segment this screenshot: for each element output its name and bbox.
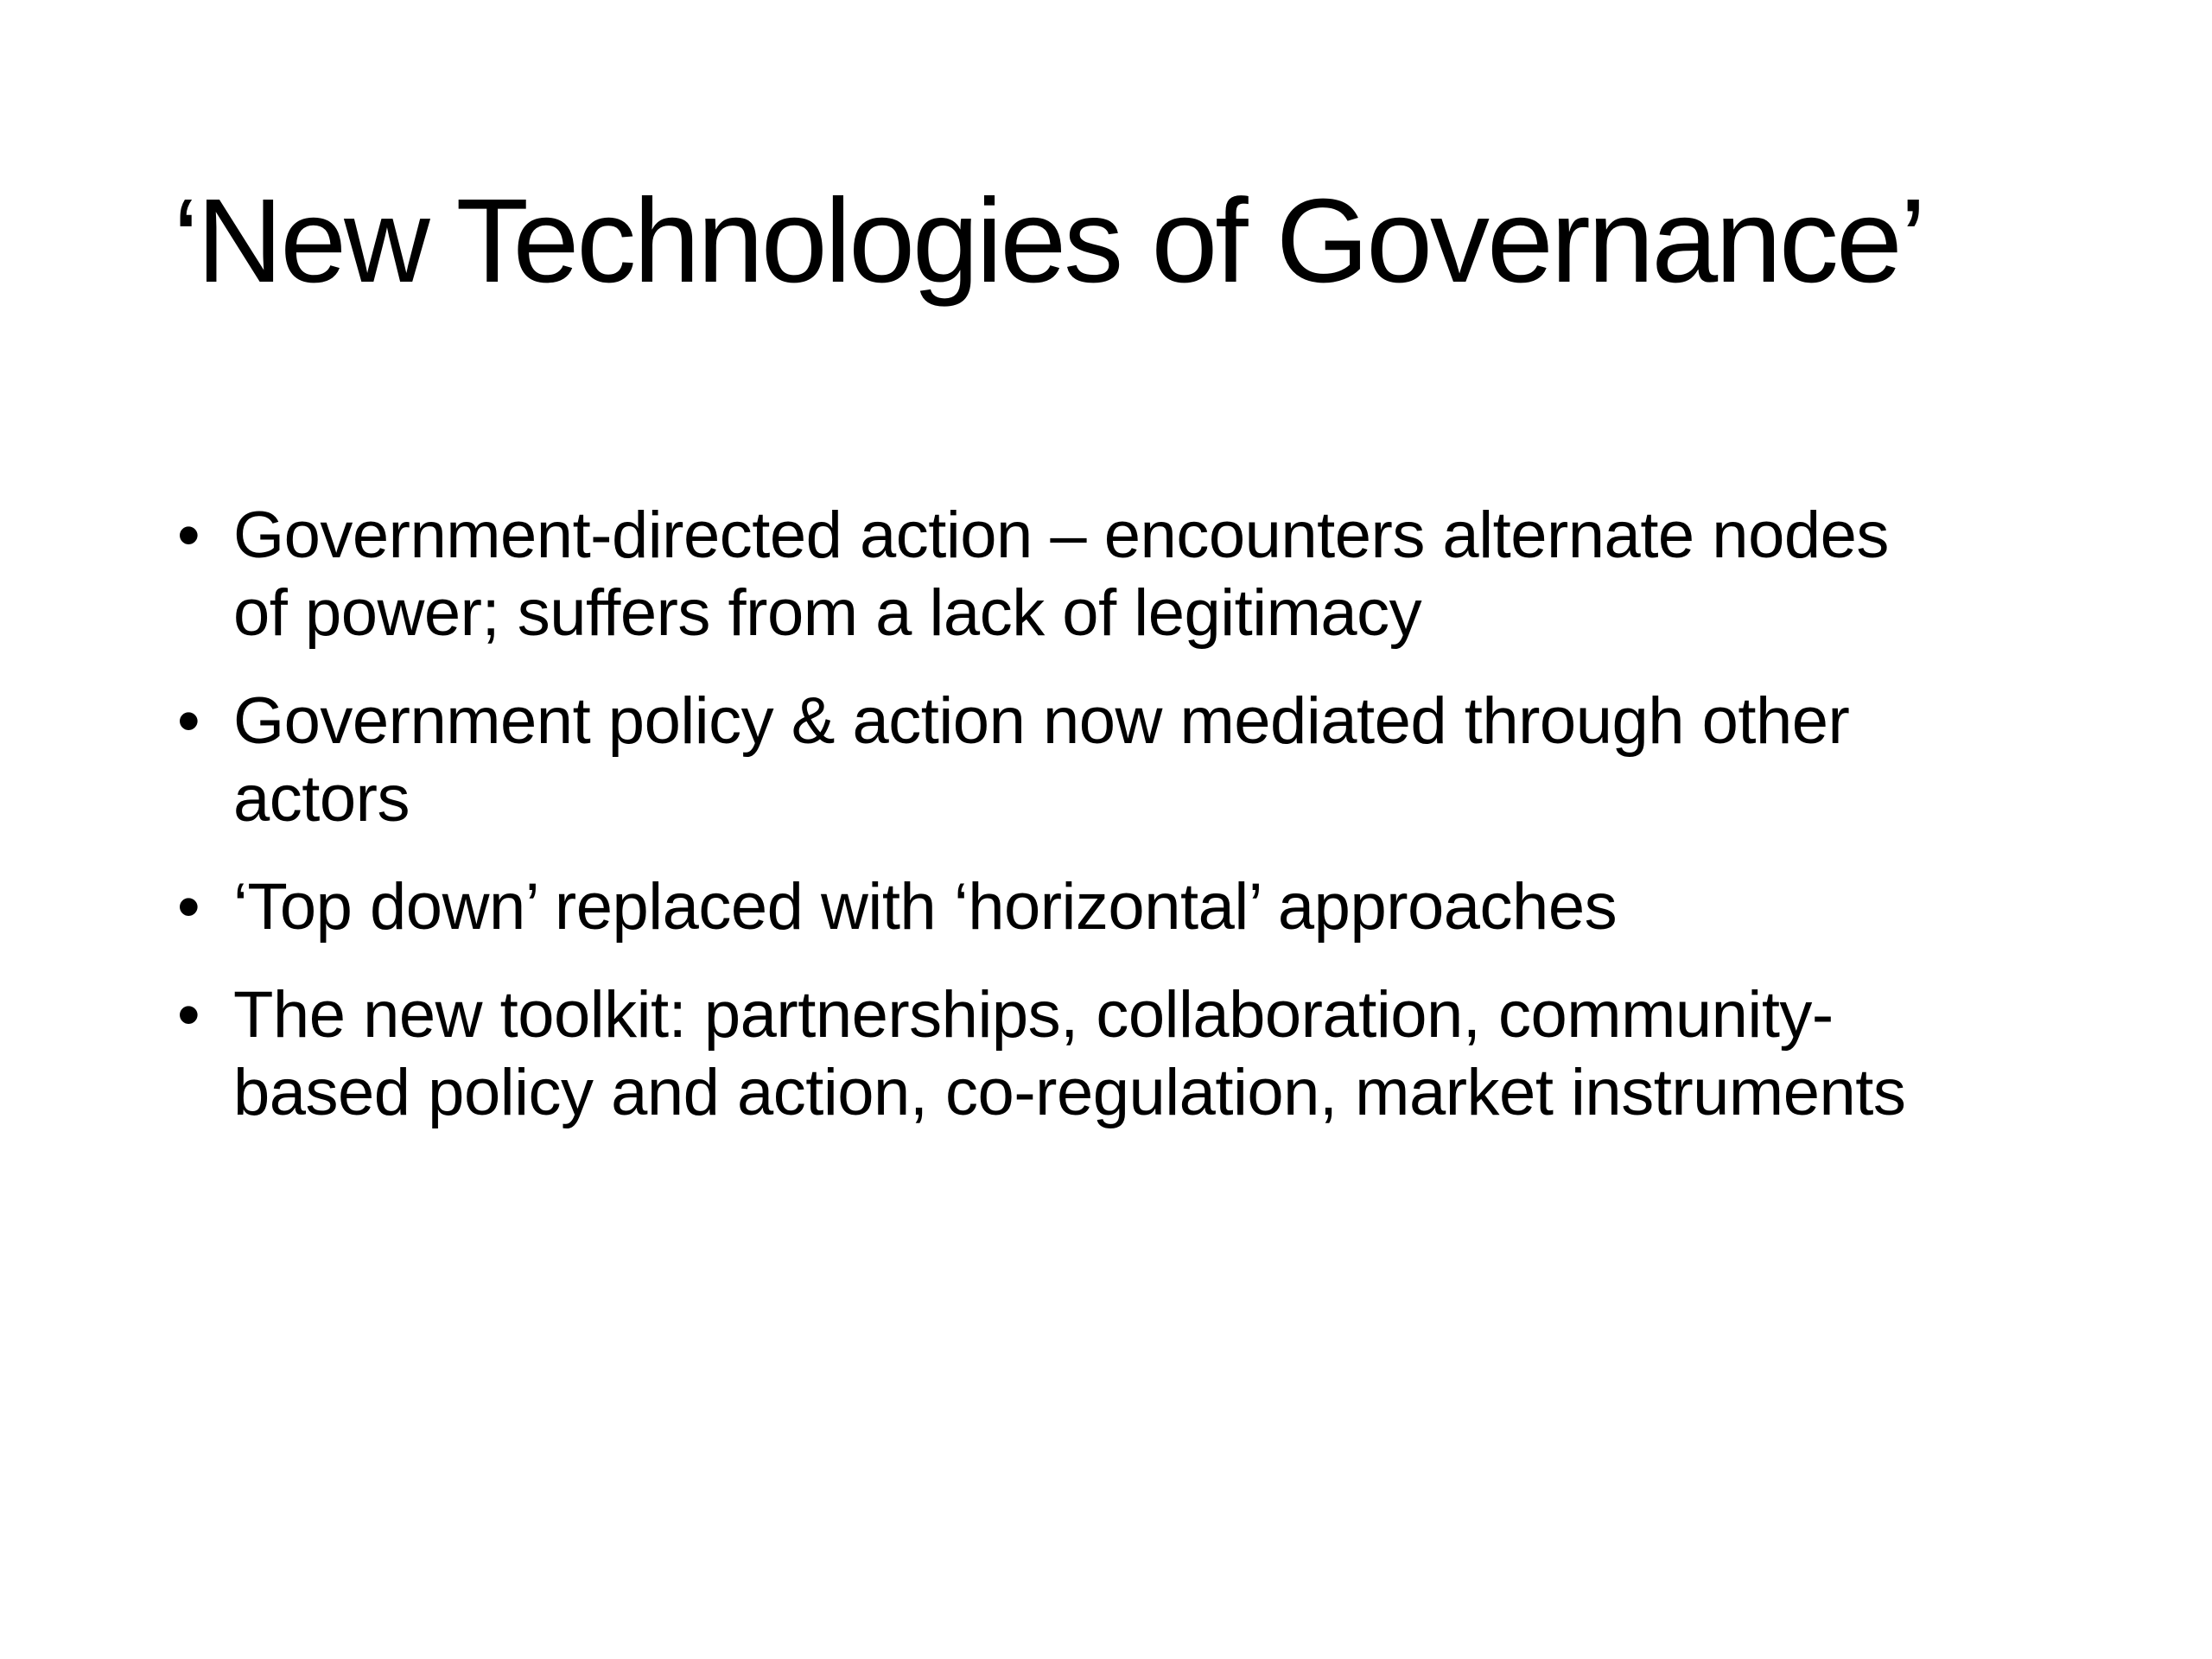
bullet-item xyxy=(177,683,1948,838)
bullet-text: Government policy & action now mediated through other actors xyxy=(233,684,1850,836)
bullet-item xyxy=(177,868,1948,946)
slide-title: ‘New Technologies of Governance’ xyxy=(173,175,1924,308)
bullet-text: ‘Top down’ replaced with ‘horizontal’ approaches xyxy=(233,870,1618,944)
bullet-dot-icon: • xyxy=(177,978,200,1052)
bullet-text: Government-directed action – encounters alternate nodes of power; suffers from a lack of legitimacy xyxy=(233,499,1889,650)
bullet-list xyxy=(177,497,1948,1162)
bullet-dot-icon: • xyxy=(177,870,200,944)
bullet-dot-icon: • xyxy=(177,684,200,758)
bullet-item xyxy=(177,497,1948,652)
bullet-dot-icon: • xyxy=(177,499,200,572)
bullet-item xyxy=(177,976,1948,1132)
bullet-text: The new toolkit: partnerships, collaboration, community-based policy and action, co-regulation, market instruments xyxy=(233,978,1906,1129)
